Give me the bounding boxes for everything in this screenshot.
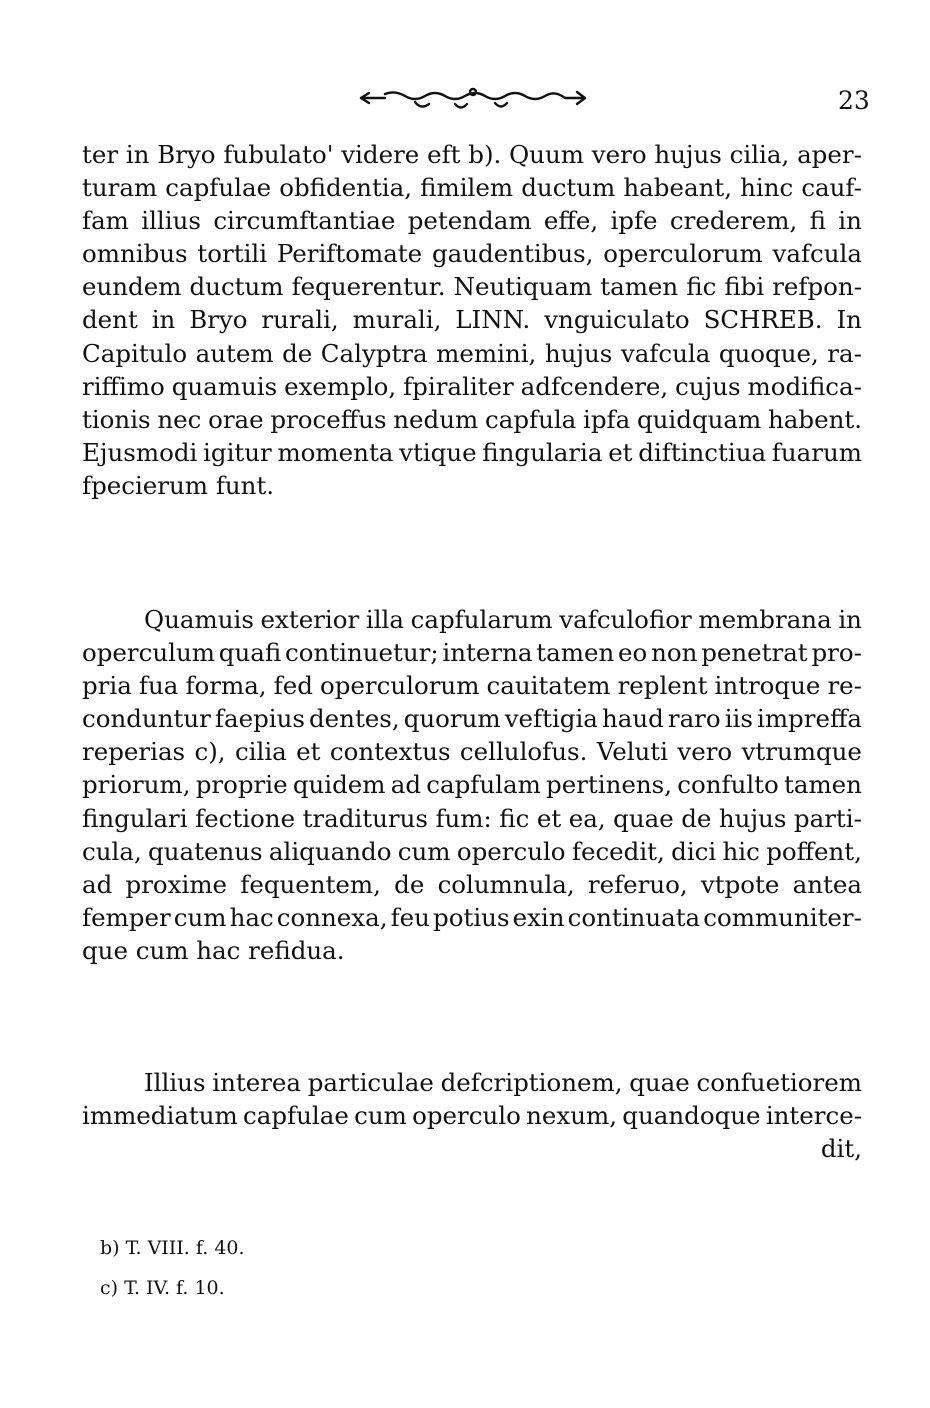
page-number: 23 — [838, 86, 870, 115]
text-line: turam capfulae obfidentia, fimilem ductum habeant, hinc cauf- — [82, 173, 862, 203]
text-line: fpecierum funt. — [82, 470, 275, 500]
text-line: fingulari fectione traditurus fum: fic et ea, quae de hujus parti- — [82, 803, 862, 833]
text-line: priorum, proprie quidem ad capfulam pertinens, confulto tamen — [82, 770, 862, 800]
text-line: omnibus tortili Periftomate gaudentibus, operculorum vafcula — [82, 239, 862, 269]
text-line: dent in Bryo rurali, murali, LINN. vnguiculato SCHREB. In — [82, 305, 862, 335]
text-line: fam illius circumftantiae petendam effe, ipfe crederem, fi in — [82, 206, 862, 236]
text-line: Capitulo autem de Calyptra memini, hujus vafcula quoque, ra- — [82, 338, 862, 368]
text-line: riffimo quamuis exemplo, fpiraliter adfcendere, cujus modifica- — [82, 371, 862, 401]
header-ornament — [355, 84, 590, 112]
text-line: femper cum hac connexa, feu potius exin continuata communiter- — [82, 902, 862, 932]
text-line: ter in Bryo fubulato' videre eft b). Quum vero hujus cilia, aper- — [82, 140, 862, 169]
text-line: immediatum capfulae cum operculo nexum, quandoque interce- — [82, 1101, 862, 1131]
text-line: cula, quatenus aliquando cum operculo fecedit, dici hic poffent, — [82, 836, 862, 866]
text-line: que cum hac refidua. — [82, 935, 345, 965]
paragraph-1 — [82, 138, 862, 502]
text-line: operculum quafi continuetur; interna tamen eo non penetrat pro- — [82, 638, 862, 668]
text-line: eundem ductum fequerentur. Neutiquam tamen fic fibi refpon- — [82, 272, 862, 302]
text-line: dit, — [820, 1134, 862, 1164]
text-line: Ejusmodi igitur momenta vtique fingularia et diftinctiua fuarum — [82, 437, 862, 467]
footnote-b: b) T. VIII. f. 40. — [100, 1237, 245, 1259]
footnote-c: c) T. IV. f. 10. — [100, 1277, 225, 1299]
text-line: reperias c), cilia et contextus cellulofus. Veluti vero vtrumque — [82, 737, 862, 767]
text-line: ad proxime fequentem, de columnula, referuo, vtpote antea — [82, 869, 862, 899]
text-line: Illius interea particulae defcriptionem, quae confuetiorem — [144, 1068, 862, 1097]
text-line: conduntur faepius dentes, quorum veftigia haud raro iis impreffa — [82, 704, 862, 734]
footnotes — [100, 1228, 245, 1308]
text-line: Quamuis exterior illa capfularum vafculofior membrana in — [144, 605, 862, 634]
paragraph-2 — [82, 603, 862, 967]
text-line: pria fua forma, fed operculorum cauitatem replent introque re- — [82, 671, 862, 701]
text-line: tionis nec orae proceffus nedum capfula ipfa quidquam habent. — [82, 404, 862, 434]
paragraph-3 — [82, 1066, 862, 1165]
